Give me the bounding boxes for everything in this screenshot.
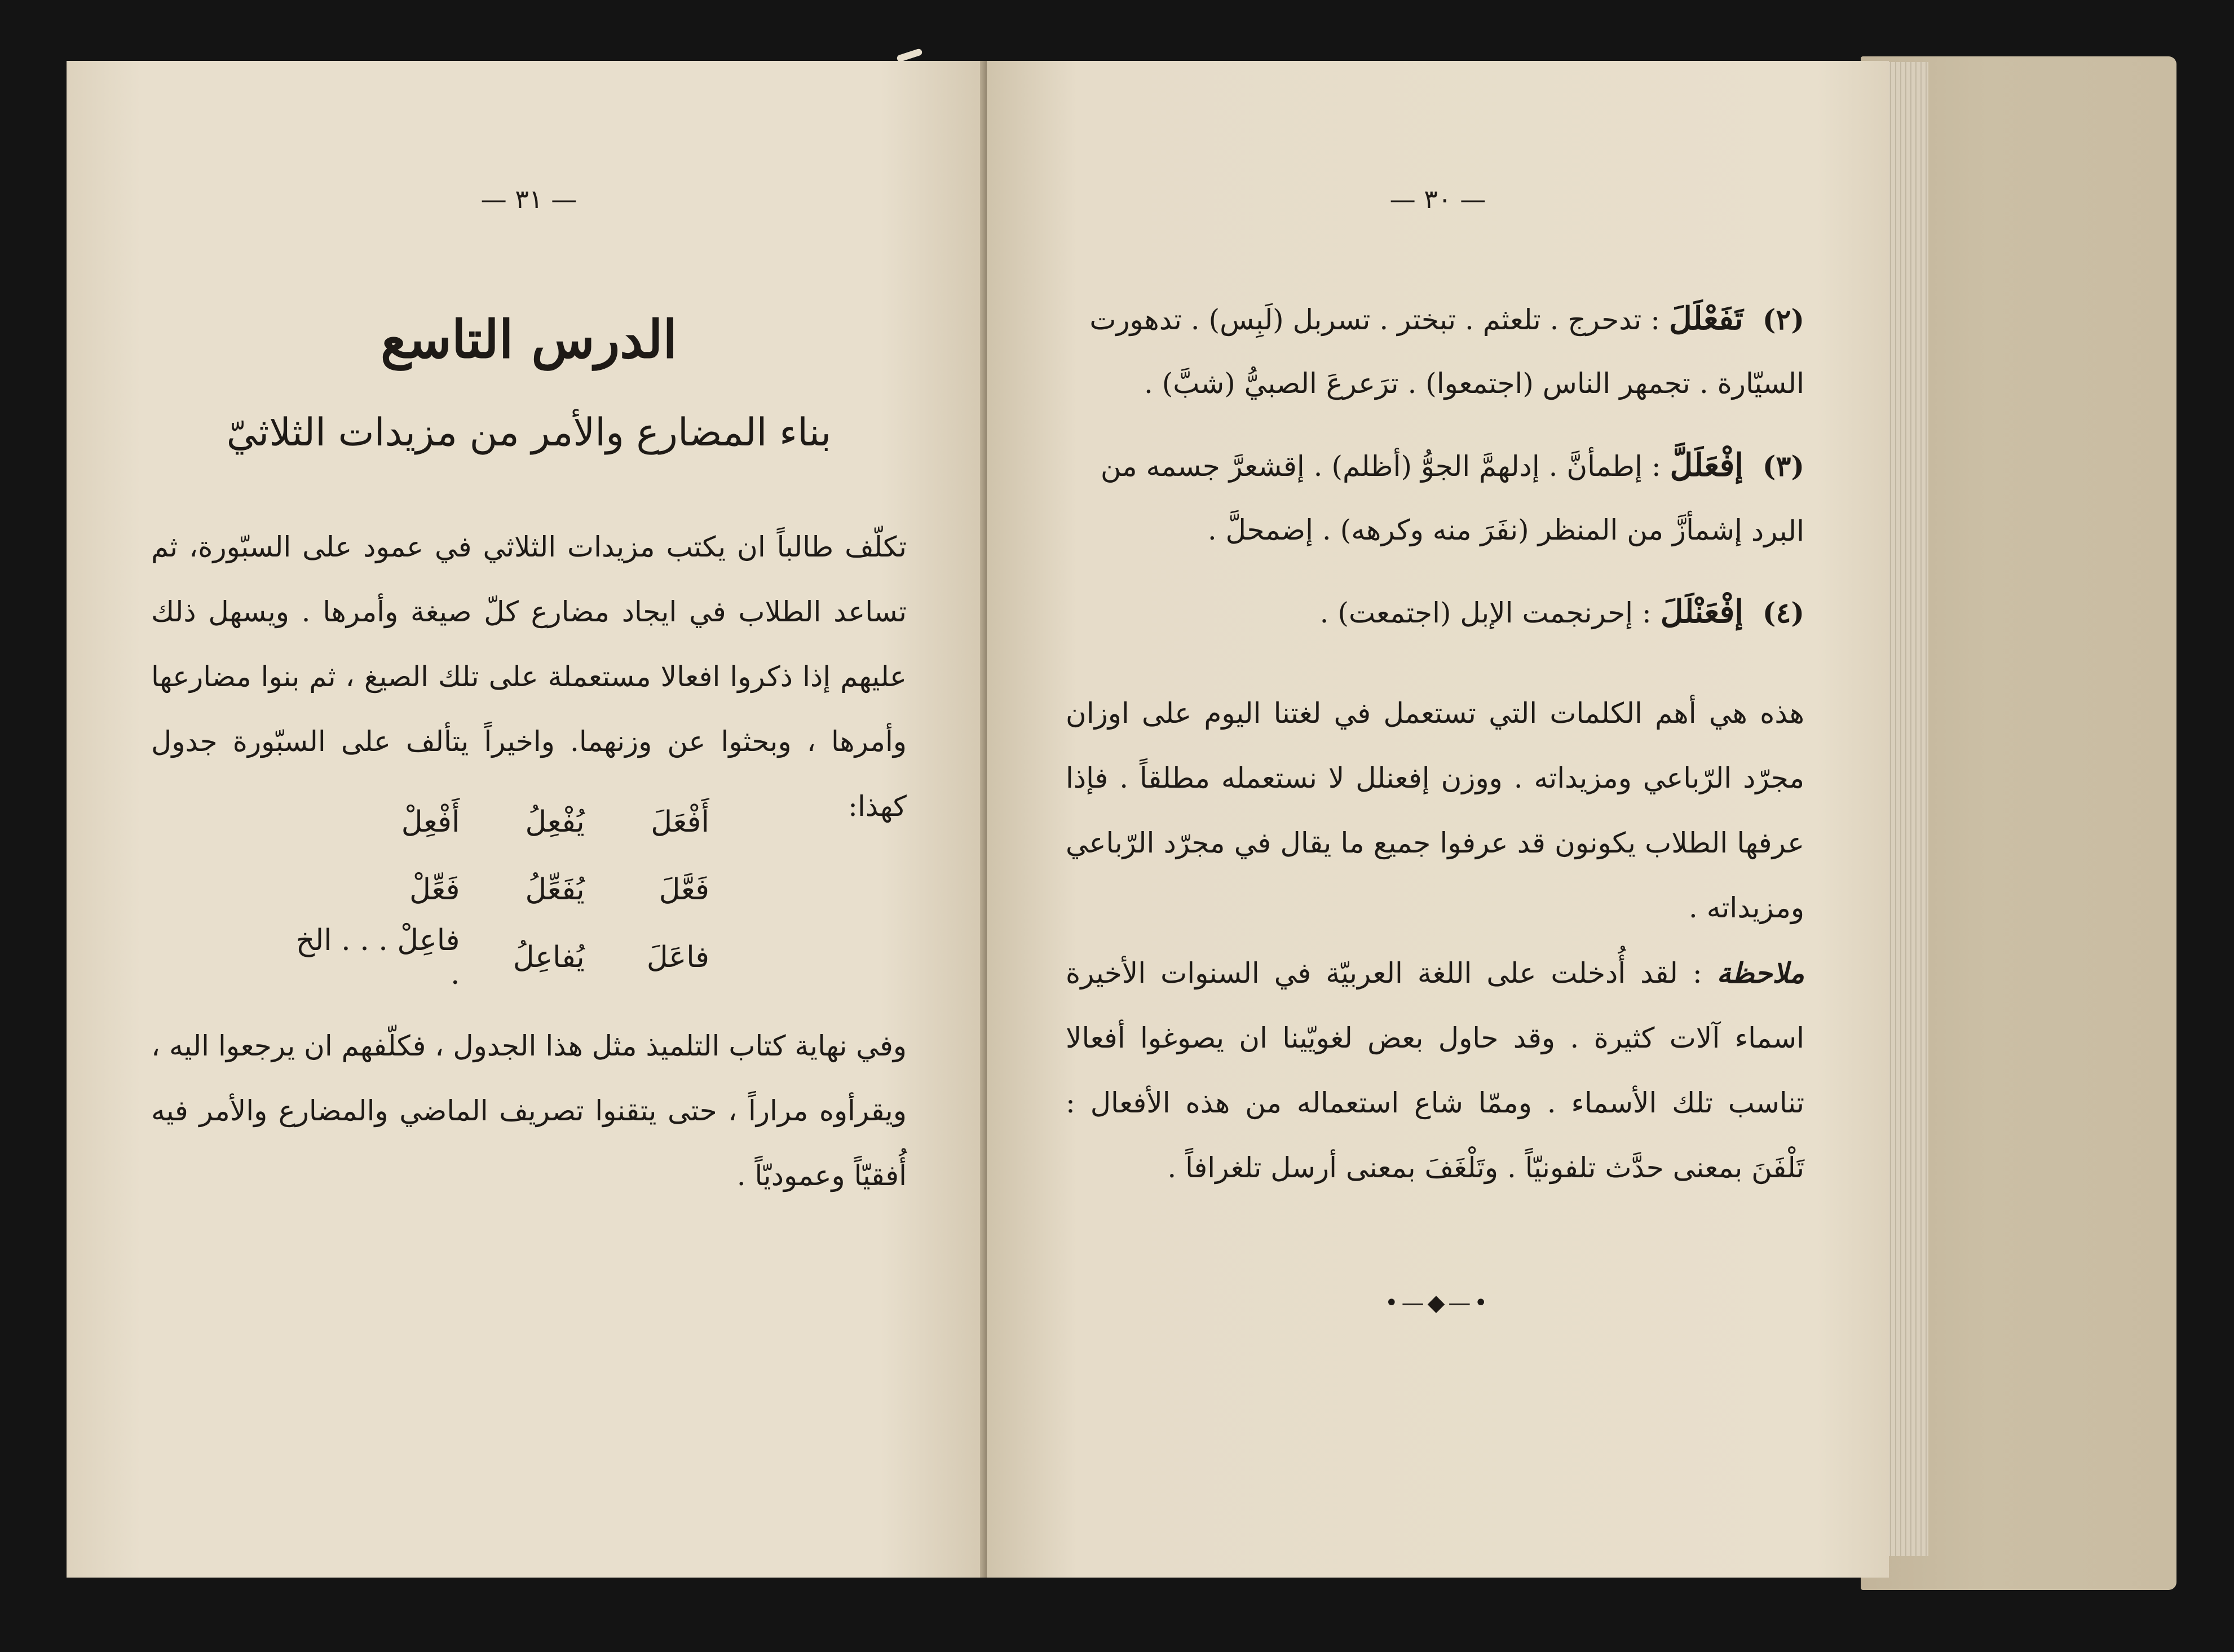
page-number: — ٣١ — (480, 184, 577, 214)
table-cell-present: يُفاعِلُ (513, 940, 585, 974)
verb-pattern: إفْعَنْلَلَ (1660, 593, 1743, 630)
ornament-divider: •—◆—• (1385, 1290, 1491, 1316)
list-item-continuation: السيّارة . تجمهر الناس (اجتمعوا) . ترَعرعَ الصبيُّ (شبَّ) . (1144, 367, 1804, 400)
paper-scrap (896, 48, 922, 63)
table-row (281, 856, 709, 924)
conjugation-table (281, 788, 709, 991)
table-cell-present: يُفَعِّلُ (525, 873, 585, 907)
list-item (1066, 286, 1804, 352)
item-text: : إطمأنَّ . إدلهمَّ الجوُّ (أظلم) . إقشعرَّ جسمه من البرد . (1100, 450, 1804, 547)
table-row (281, 788, 709, 856)
paragraph-summary: هذه هي أهم الكلمات التي تستعمل في لغتنا اليوم على اوزان مجرّد الرّباعي ومزيداته . ووزن إفعنلل لا نستعمله مطلقاً . فإذا عرفها الطلاب يكونون قد عرفوا جميع ما يقال في مجرّد الرّباعي ومزيداته . (1066, 697, 1804, 924)
item-number: (٤) (1762, 596, 1804, 629)
page-number: — ٣٠ — (1389, 184, 1486, 214)
item-number: (٢) (1762, 303, 1804, 336)
paragraph-intro: تكلّف طالباً ان يكتب مزيدات الثلاثي في عمود على السبّورة، ثم تساعد الطلاب في ايجاد مضارع كلّ صيغة وأمرها . ويسهل ذلك عليهم إذا ذكروا افعالا مستعملة على تلك الصيغ ، ثم بنوا مضارعها وأمرها ، وبحثوا عن وزنهما. واخيراً يتألف على السبّورة جدول كهذا: (151, 531, 907, 823)
list-item (1066, 580, 1804, 646)
list-item-continuation: إشمأزَّ من المنظر (نفَرَ منه وكرهه) . إضمحلَّ . (1207, 514, 1742, 546)
table-cell-present: يُفْعِلُ (525, 805, 585, 839)
verb-pattern: إفْعَلَلَّ (1670, 447, 1743, 484)
verb-pattern: تَفَعْلَلَ (1669, 300, 1743, 337)
lesson-subtitle: بناء المضارع والأمر من مزيدات الثلاثيّ (226, 410, 832, 455)
lesson-title: الدرس التاسع (380, 309, 678, 370)
page-30 (987, 61, 1889, 1578)
note-text: : لقد أُدخلت على اللغة العربيّة في السنوات الأخيرة اسماء آلات كثيرة . وقد حاول بعض لغويّينا ان يصوغوا أفعالا تناسب تلك الأسماء . وممّا شاع استعماله من هذه الأفعال : تَلْفَنَ بمعنى حدَّث تلفونيّاً . وتَلْغَفَ بمعنى أرسل تلغرافاً . (1066, 957, 1804, 1184)
page-31 (67, 61, 991, 1578)
note-label: ملاحظة (1716, 956, 1804, 990)
item-text: : إحرنجمت الإبل (اجتمعت) . (1319, 597, 1652, 629)
table-cell-imperative: فَعِّلْ (409, 873, 460, 907)
table-cell-imperative: أَفْعِلْ (401, 805, 460, 839)
table-cell-past: فاعَلَ (646, 940, 709, 974)
paragraph-closing: وفي نهاية كتاب التلميذ مثل هذا الجدول ، فكلّفهم ان يرجعوا اليه ، ويقرأوه مراراً ، حتى يتقنوا تصريف الماضي والمضارع والأمر فيه أُفقيّاً وعموديّاً . (151, 1030, 907, 1192)
item-text: : تدحرج . تلعثم . تبختر . تسربل (لَبِس) . تدهورت (1089, 303, 1661, 336)
table-cell-past: فَعَّلَ (659, 873, 709, 907)
note-paragraph (1066, 940, 1804, 1200)
item-number: (٣) (1762, 449, 1804, 483)
table-cell-past: أَفْعَلَ (651, 805, 709, 839)
table-row (281, 924, 709, 991)
table-cell-imperative: فاعِلْ . . . الخ . (295, 924, 460, 991)
